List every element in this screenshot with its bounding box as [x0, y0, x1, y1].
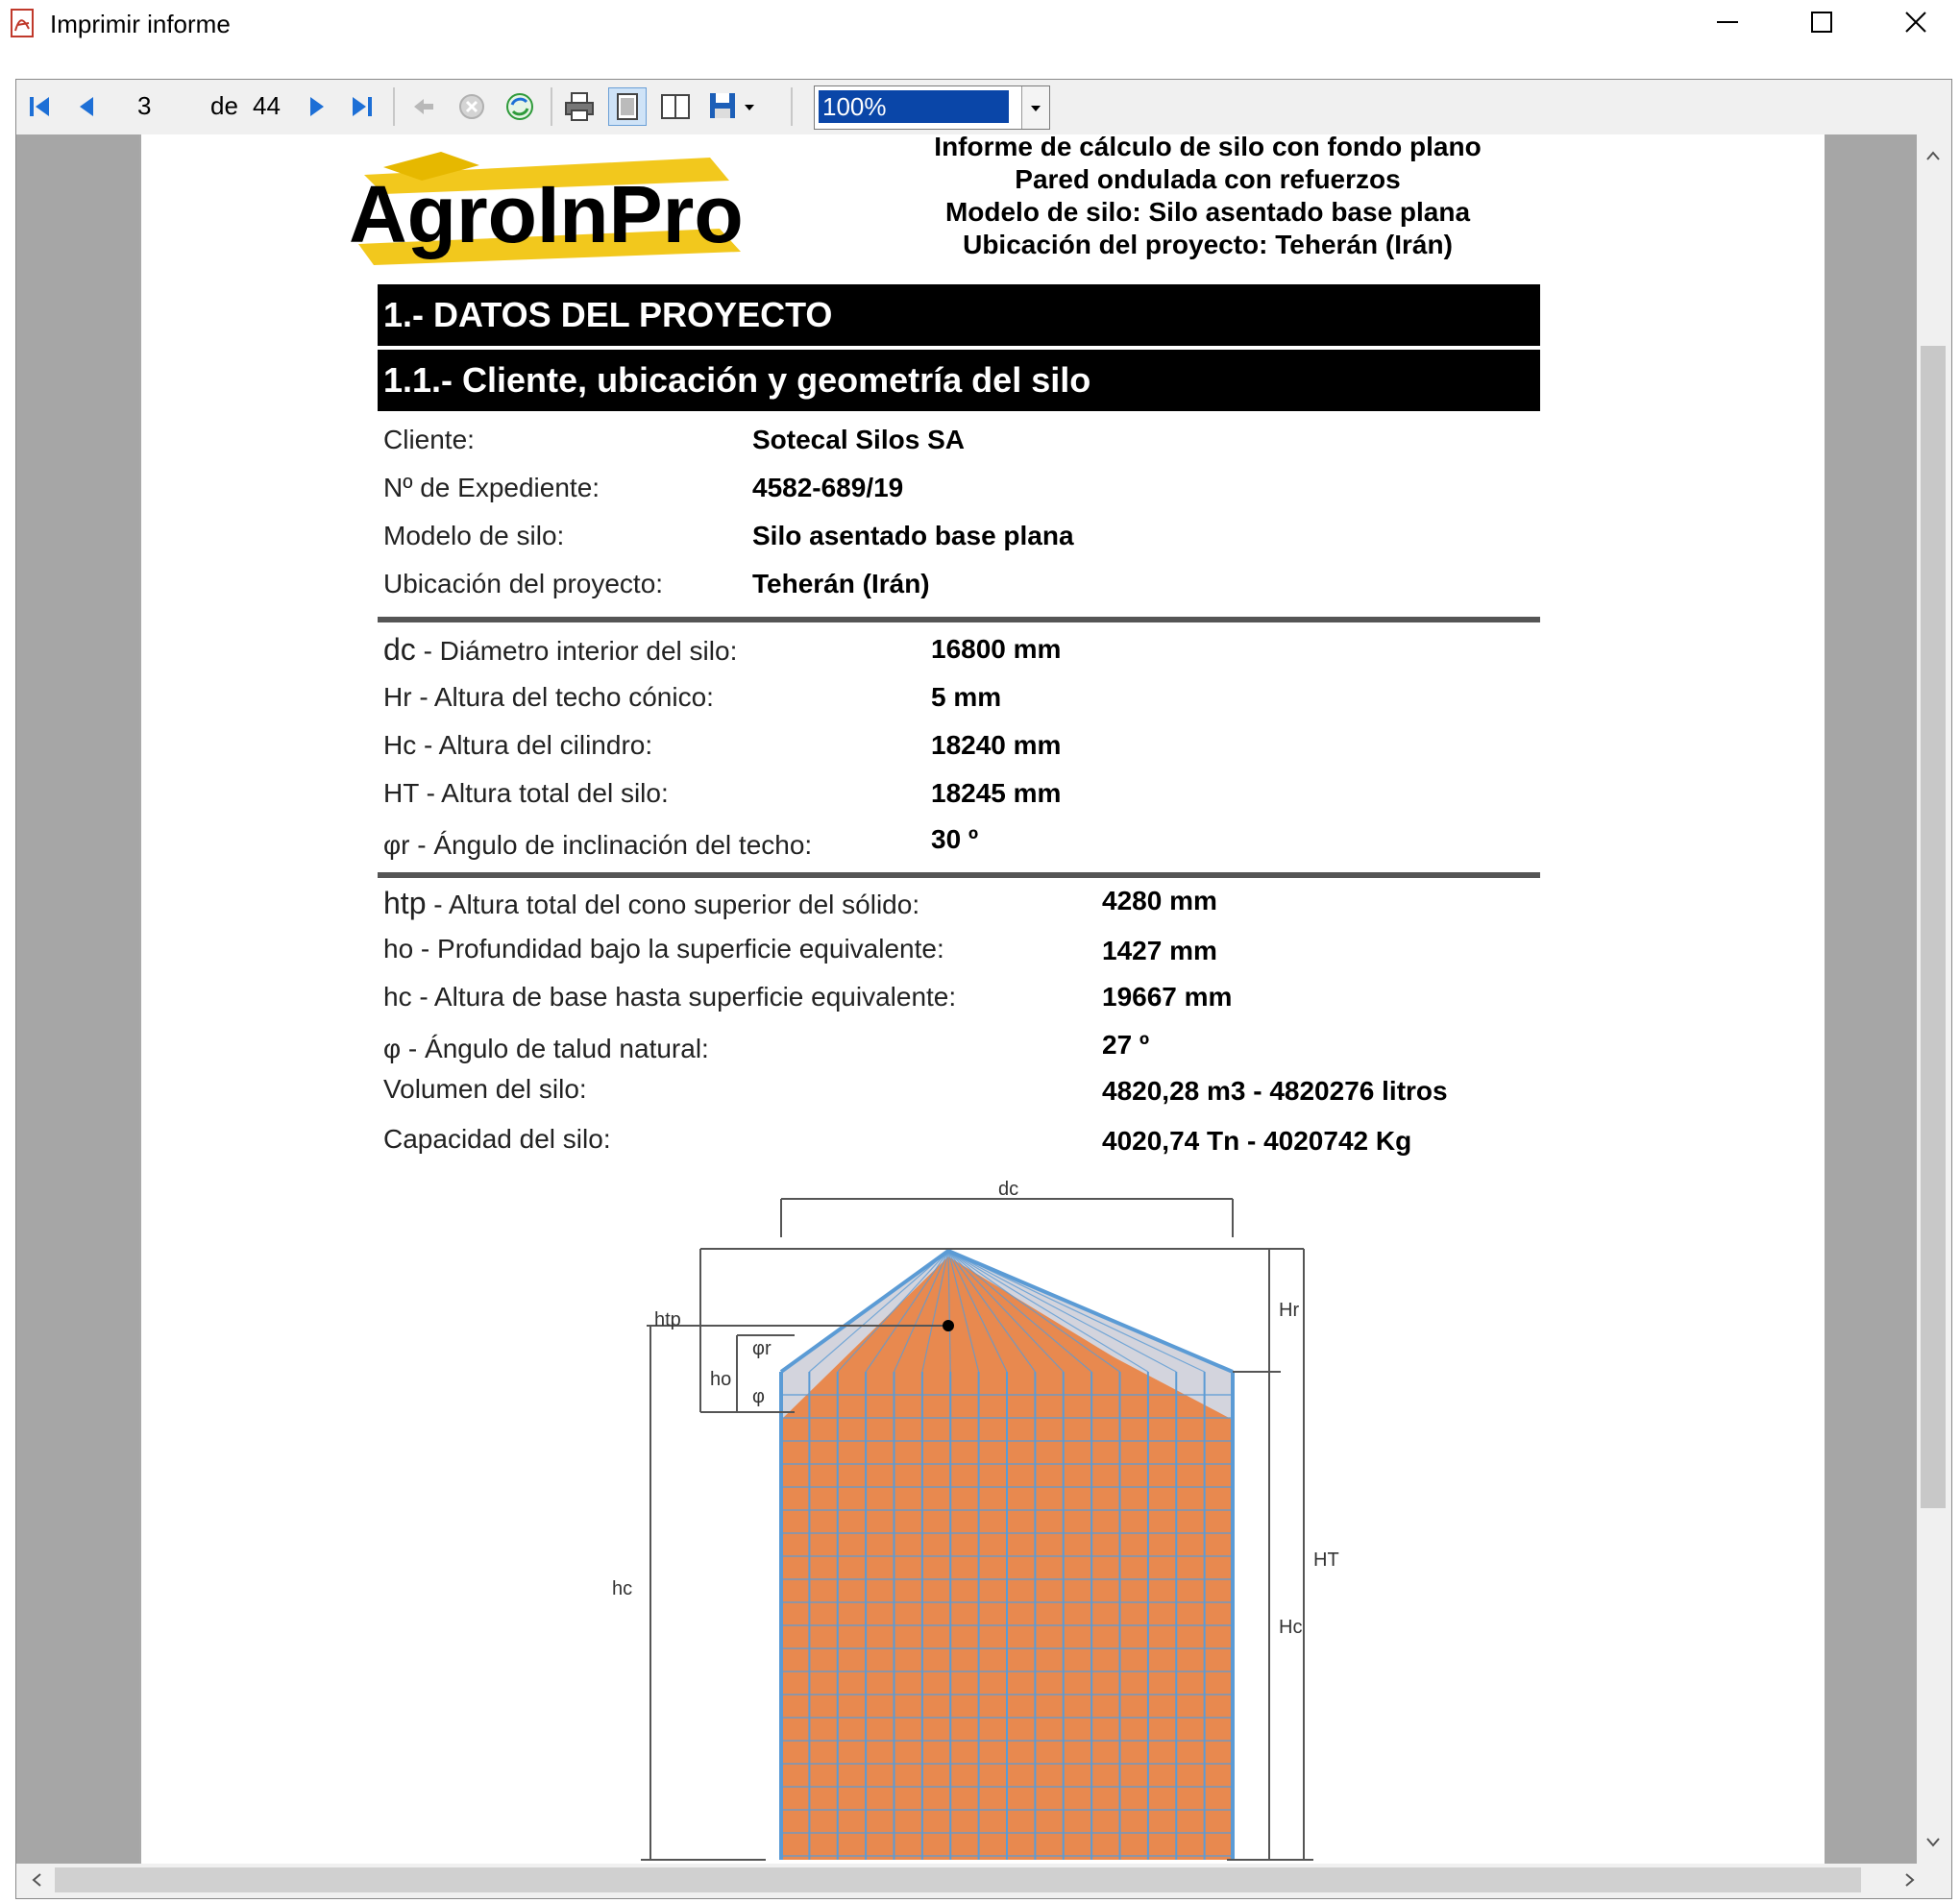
chevron-down-icon[interactable]	[1917, 1829, 1949, 1858]
diameter-value: 16800 mm	[931, 634, 1062, 664]
refresh-button[interactable]	[501, 87, 539, 126]
printer-icon	[560, 87, 599, 126]
label-htp: htp	[654, 1309, 681, 1330]
back-arrow-icon	[404, 87, 443, 126]
solid-row	[383, 980, 956, 1014]
row-label: - Altura total del silo:	[418, 778, 669, 808]
close-button[interactable]	[1870, 0, 1960, 44]
capacity-value: 4020,74 Tn - 4020742 Kg	[1102, 1126, 1412, 1156]
location-value: Teherán (Irán)	[752, 569, 930, 598]
file-number-value: 4582-689/19	[752, 473, 904, 502]
page-layout-icon	[609, 88, 646, 125]
page-setup-icon	[656, 87, 695, 126]
title-bar	[0, 0, 1960, 54]
label-ht: HT	[1313, 1549, 1339, 1571]
label-hr: Hr	[1279, 1300, 1300, 1321]
back-button[interactable]	[404, 87, 443, 126]
row-label: - Ángulo de talud natural:	[401, 1034, 709, 1063]
page-setup-button[interactable]	[656, 87, 695, 126]
silo-model-value: Silo asentado base plana	[752, 521, 1074, 550]
center-point	[943, 1320, 954, 1331]
row-label: - Altura del cilindro:	[416, 730, 653, 760]
page-margin-left	[16, 134, 139, 1864]
symbol: ho	[383, 934, 414, 964]
location-label: Ubicación del proyecto:	[383, 569, 664, 598]
geometry-row	[383, 680, 714, 715]
silo-body	[781, 1251, 1233, 1860]
refresh-icon	[501, 87, 539, 126]
label-hcyl: Hc	[1279, 1617, 1303, 1638]
horizontal-scrollbar[interactable]	[16, 1864, 1949, 1896]
row-label: - Altura de base hasta superficie equivalente:	[411, 982, 957, 1012]
symbol: dc	[383, 632, 416, 667]
stop-icon	[453, 87, 491, 126]
geometry-row	[383, 632, 737, 669]
previous-page-button[interactable]	[68, 87, 107, 126]
row-label: - Diámetro interior del silo:	[415, 636, 738, 666]
cylinder-height-value: 18240 mm	[931, 730, 1062, 760]
report-page	[141, 134, 1825, 1864]
geometry-row	[383, 828, 812, 863]
chevron-right-icon[interactable]	[1896, 1864, 1924, 1896]
print-button[interactable]	[560, 87, 599, 126]
agroinpro-logo	[345, 146, 748, 269]
label-hc: hc	[612, 1578, 633, 1599]
total-pages: 44	[253, 91, 281, 120]
report-header-line-2: Pared ondulada con refuerzos	[1015, 164, 1401, 194]
base-height-value: 19667 mm	[1102, 982, 1233, 1012]
volume-value: 4820,28 m3 - 4820276 litros	[1102, 1076, 1448, 1106]
save-disk-icon	[704, 87, 772, 126]
window-title: Imprimir informe	[50, 10, 231, 38]
previous-page-icon	[68, 87, 107, 126]
minimize-icon	[1715, 10, 1740, 35]
file-number-label: Nº de Expediente:	[383, 473, 600, 502]
silo-model-label: Modelo de silo:	[383, 521, 565, 550]
first-page-icon	[20, 87, 59, 126]
page-margin-right	[1825, 134, 1917, 1864]
roof-height-value: 5 mm	[931, 682, 1002, 712]
row-label: - Profundidad bajo la superficie equivalente:	[413, 934, 944, 964]
symbol: φr	[383, 830, 410, 860]
close-icon	[1903, 10, 1928, 35]
pdf-icon	[10, 8, 38, 40]
geometry-row	[383, 776, 669, 811]
silo-diagram	[612, 1172, 1525, 1864]
zoom-dropdown-button[interactable]	[1021, 86, 1049, 129]
vertical-scrollbar[interactable]	[1917, 134, 1949, 1864]
symbol: htp	[383, 886, 427, 920]
geometry-row	[383, 728, 652, 763]
stop-button[interactable]	[453, 87, 491, 126]
solid-row	[383, 932, 944, 966]
vertical-scroll-thumb[interactable]	[1921, 346, 1946, 1508]
chevron-down-icon	[1022, 86, 1049, 129]
zoom-select[interactable]	[814, 85, 1050, 130]
solid-row	[383, 1032, 709, 1066]
last-page-icon	[343, 87, 381, 126]
capacity-label: Capacidad del silo:	[383, 1124, 611, 1154]
first-page-button[interactable]	[20, 87, 59, 126]
toolbar-separator	[791, 87, 793, 126]
toolbar-separator	[551, 87, 552, 126]
maximize-button[interactable]	[1776, 0, 1868, 44]
divider-rule	[378, 872, 1540, 878]
report-header-line-4: Ubicación del proyecto: Teherán (Irán)	[963, 230, 1453, 259]
logo-text: AgroInPro	[349, 169, 744, 259]
label-phi: φ	[752, 1386, 765, 1407]
section-title: 1.- DATOS DEL PROYECTO	[378, 284, 1540, 346]
symbol: φ	[383, 1034, 402, 1063]
row-label: - Altura del techo cónico:	[411, 682, 714, 712]
last-page-button[interactable]	[343, 87, 381, 126]
horizontal-scroll-thumb[interactable]	[55, 1867, 1861, 1892]
client-value: Sotecal Silos SA	[752, 425, 965, 454]
toolbar-separator	[393, 87, 395, 126]
chevron-left-icon[interactable]	[22, 1864, 51, 1896]
row-label: - Altura total del cono superior del sólido:	[426, 890, 920, 919]
symbol: Hc	[383, 730, 417, 760]
label-ho: ho	[710, 1369, 732, 1390]
zoom-value: 100%	[819, 90, 1009, 123]
report-header-line-3: Modelo de silo: Silo asentado base plana	[944, 197, 1471, 227]
symbol: Hr	[383, 682, 412, 712]
of-label: de	[210, 91, 238, 120]
chevron-up-icon[interactable]	[1917, 140, 1949, 169]
export-button[interactable]	[704, 87, 772, 126]
report-header-line-1: Informe de cálculo de silo con fondo plano	[934, 134, 1482, 161]
row-label: - Ángulo de inclinación del techo:	[409, 830, 813, 860]
solid-cone-height-value: 4280 mm	[1102, 886, 1217, 915]
maximize-icon	[1809, 10, 1834, 35]
roof-angle-value: 30 º	[931, 824, 979, 854]
symbol: HT	[383, 778, 419, 808]
total-height-value: 18245 mm	[931, 778, 1062, 808]
minimize-button[interactable]	[1681, 0, 1774, 44]
repose-angle-value: 27 º	[1102, 1030, 1150, 1060]
divider-rule	[378, 617, 1540, 622]
symbol: hc	[383, 982, 412, 1012]
volume-label: Volumen del silo:	[383, 1074, 587, 1104]
print-layout-button[interactable]	[608, 87, 647, 126]
report-viewport[interactable]	[16, 134, 1917, 1864]
label-phir: φr	[752, 1338, 772, 1359]
label-dc: dc	[998, 1179, 1019, 1200]
subsection-title: 1.1.- Cliente, ubicación y geometría del silo	[378, 350, 1540, 411]
client-label: Cliente:	[383, 425, 475, 454]
depth-value: 1427 mm	[1102, 936, 1217, 965]
report-toolbar	[16, 80, 1949, 134]
next-page-icon	[297, 87, 335, 126]
next-page-button[interactable]	[297, 87, 335, 126]
solid-row	[383, 886, 919, 922]
